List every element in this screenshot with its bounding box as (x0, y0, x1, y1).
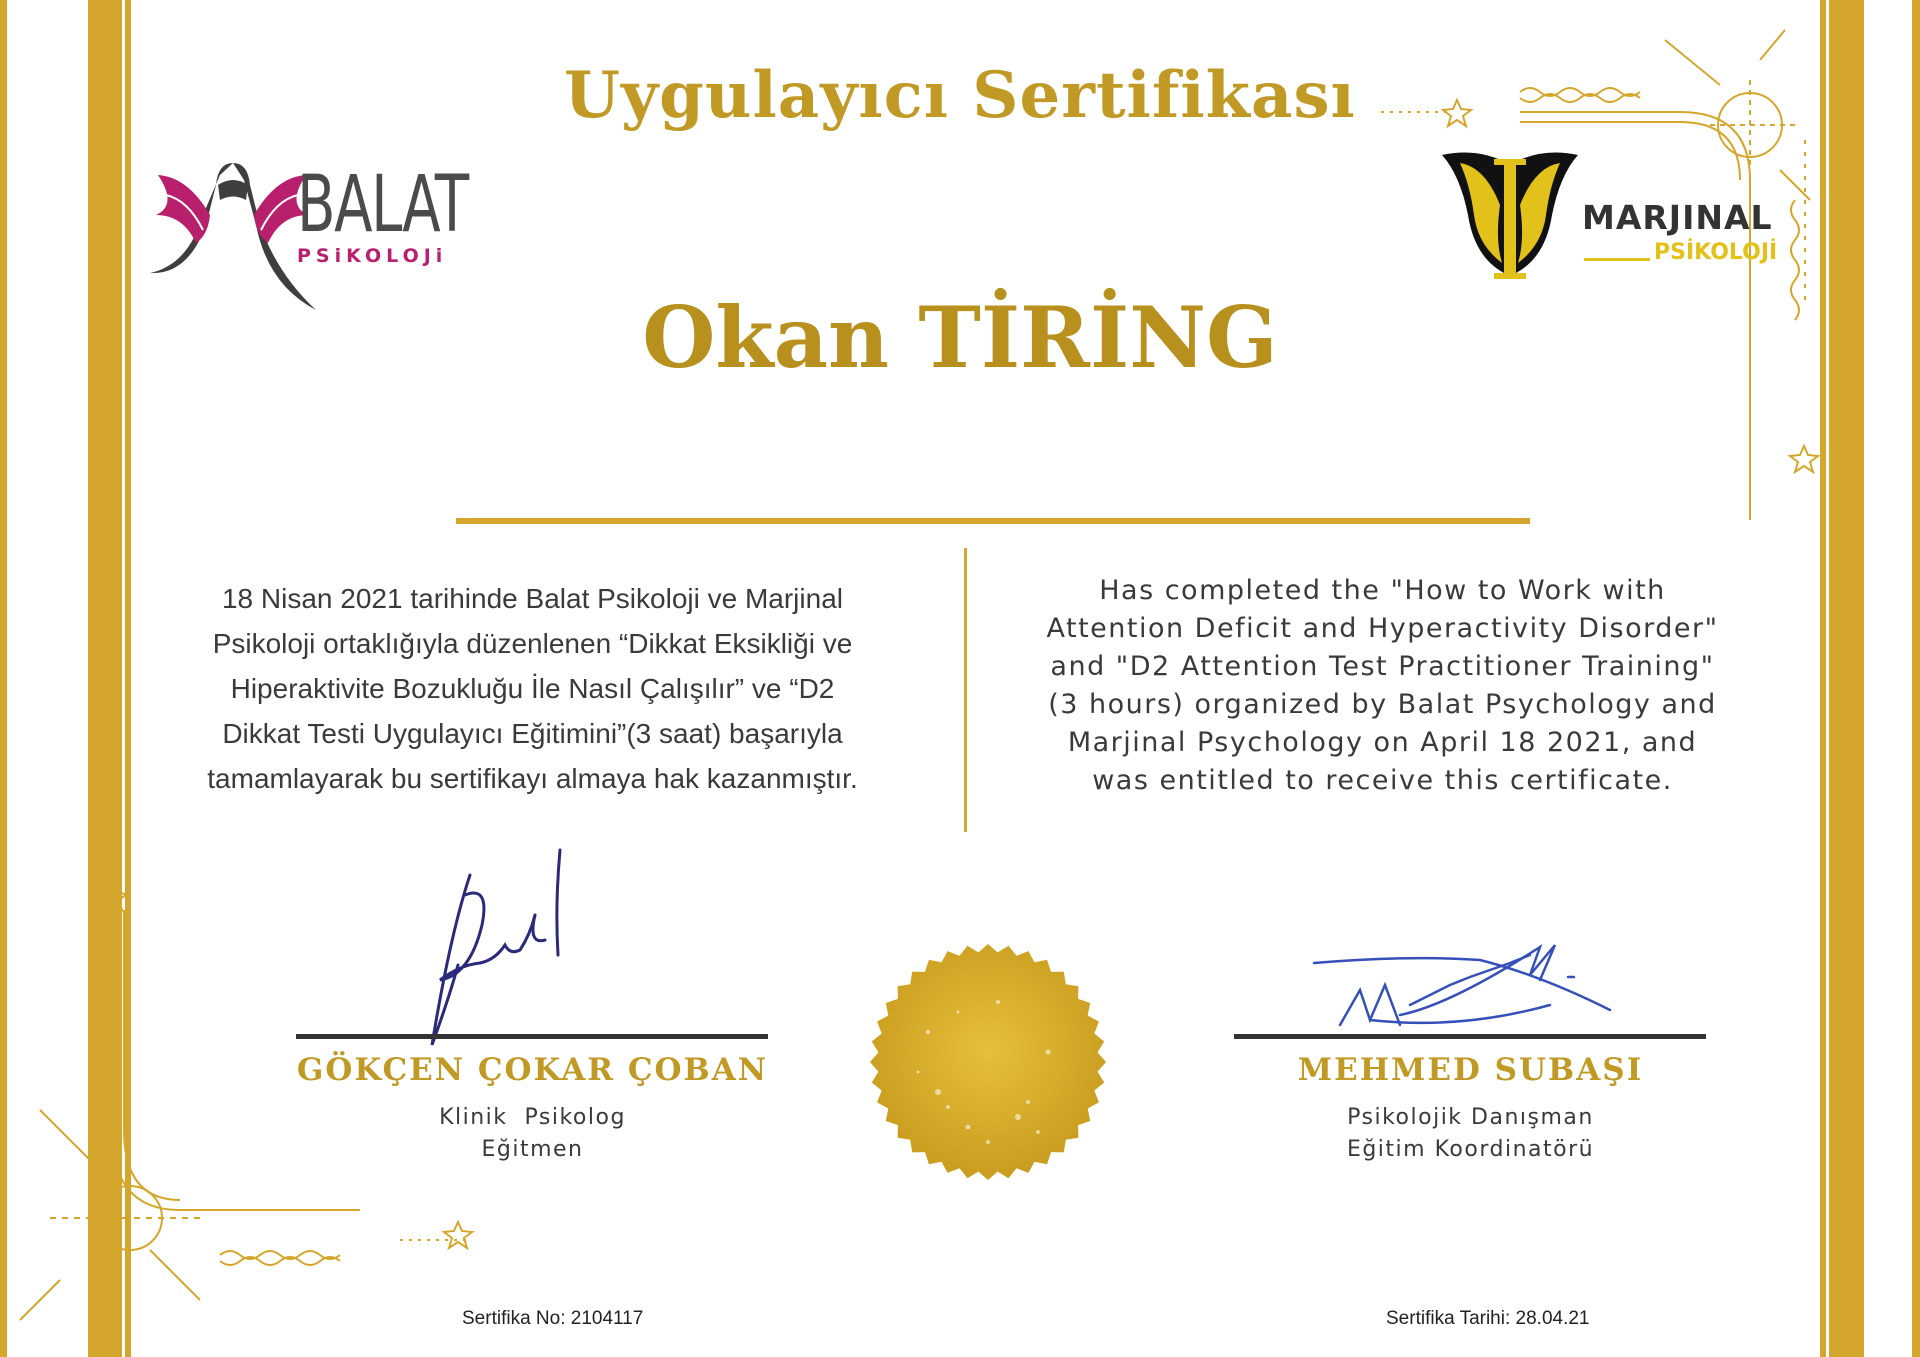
star-icon (444, 1222, 472, 1248)
recipient-name: Okan TİRİNG (642, 288, 1278, 387)
right-border-inner (1820, 0, 1826, 1357)
signatory-role-left-1: Klinik Psikolog (439, 1105, 626, 1130)
certificate-text-english: Has completed the "How to Work with Attention Deficit and Hyperactivity Disorder" and "D2 Attention Test Practitioner Training" (3 hours) organized by Balat Psychology and Marjinal Psychology on April 18 2021, and was entitled to receive this certificate. (1046, 575, 1719, 796)
signatory-name-left: GÖKÇEN ÇOKAR ÇOBAN (296, 1052, 769, 1088)
signatory-role-right-2: Eğitim Koordinatörü (1346, 1137, 1595, 1162)
certificate-date: Sertifika Tarihi: 28.04.21 (1386, 1308, 1590, 1329)
signatory-name-right: MEHMED SUBAŞI (1297, 1052, 1644, 1088)
right-border-outer (1912, 0, 1920, 1357)
signature-right (1310, 935, 1630, 1035)
star-icon (1790, 446, 1818, 472)
winged-head-logo-icon (148, 155, 318, 315)
marjinal-logo-sub: PSİKOLOJİ (1654, 240, 1778, 265)
gold-seal-icon (868, 942, 1108, 1182)
right-border-band (1829, 0, 1864, 1357)
signatory-role-left-2: Eğitmen (481, 1137, 584, 1162)
horizontal-divider (456, 518, 1530, 524)
vertical-divider (964, 548, 967, 832)
certificate-title: Uygulayıcı Sertifikası (564, 58, 1356, 133)
butterfly-faces-logo-icon (1440, 145, 1580, 280)
balat-logo-sub: PSiKOLOJi (297, 245, 448, 267)
signatory-role-right-1: Psikolojik Danışman (1347, 1105, 1594, 1130)
marjinal-logo-underline (1584, 258, 1650, 261)
signature-line-right (1234, 1034, 1706, 1039)
signature-left (410, 845, 590, 1055)
certificate-text-turkish: 18 Nisan 2021 tarihinde Balat Psikoloji ve Marjinal Psikoloji ortaklığıyla düzenlenen “Dikkat Eksikliği ve Hiperaktivite Bozukluğu İle Nasıl Çalışılır” ve “D2 Dikkat Testi Uygulayıcı Eğitimini”(3 saat) başarıyla tamamlayarak bu sertifikayı almaya hak kazanmıştır. (207, 583, 858, 794)
marjinal-logo-name: MARJINAL (1582, 198, 1773, 237)
certificate-number: Sertifika No: 2104117 (462, 1308, 644, 1329)
balat-logo-name: BALAT (297, 160, 468, 250)
signature-line-left (296, 1034, 768, 1039)
